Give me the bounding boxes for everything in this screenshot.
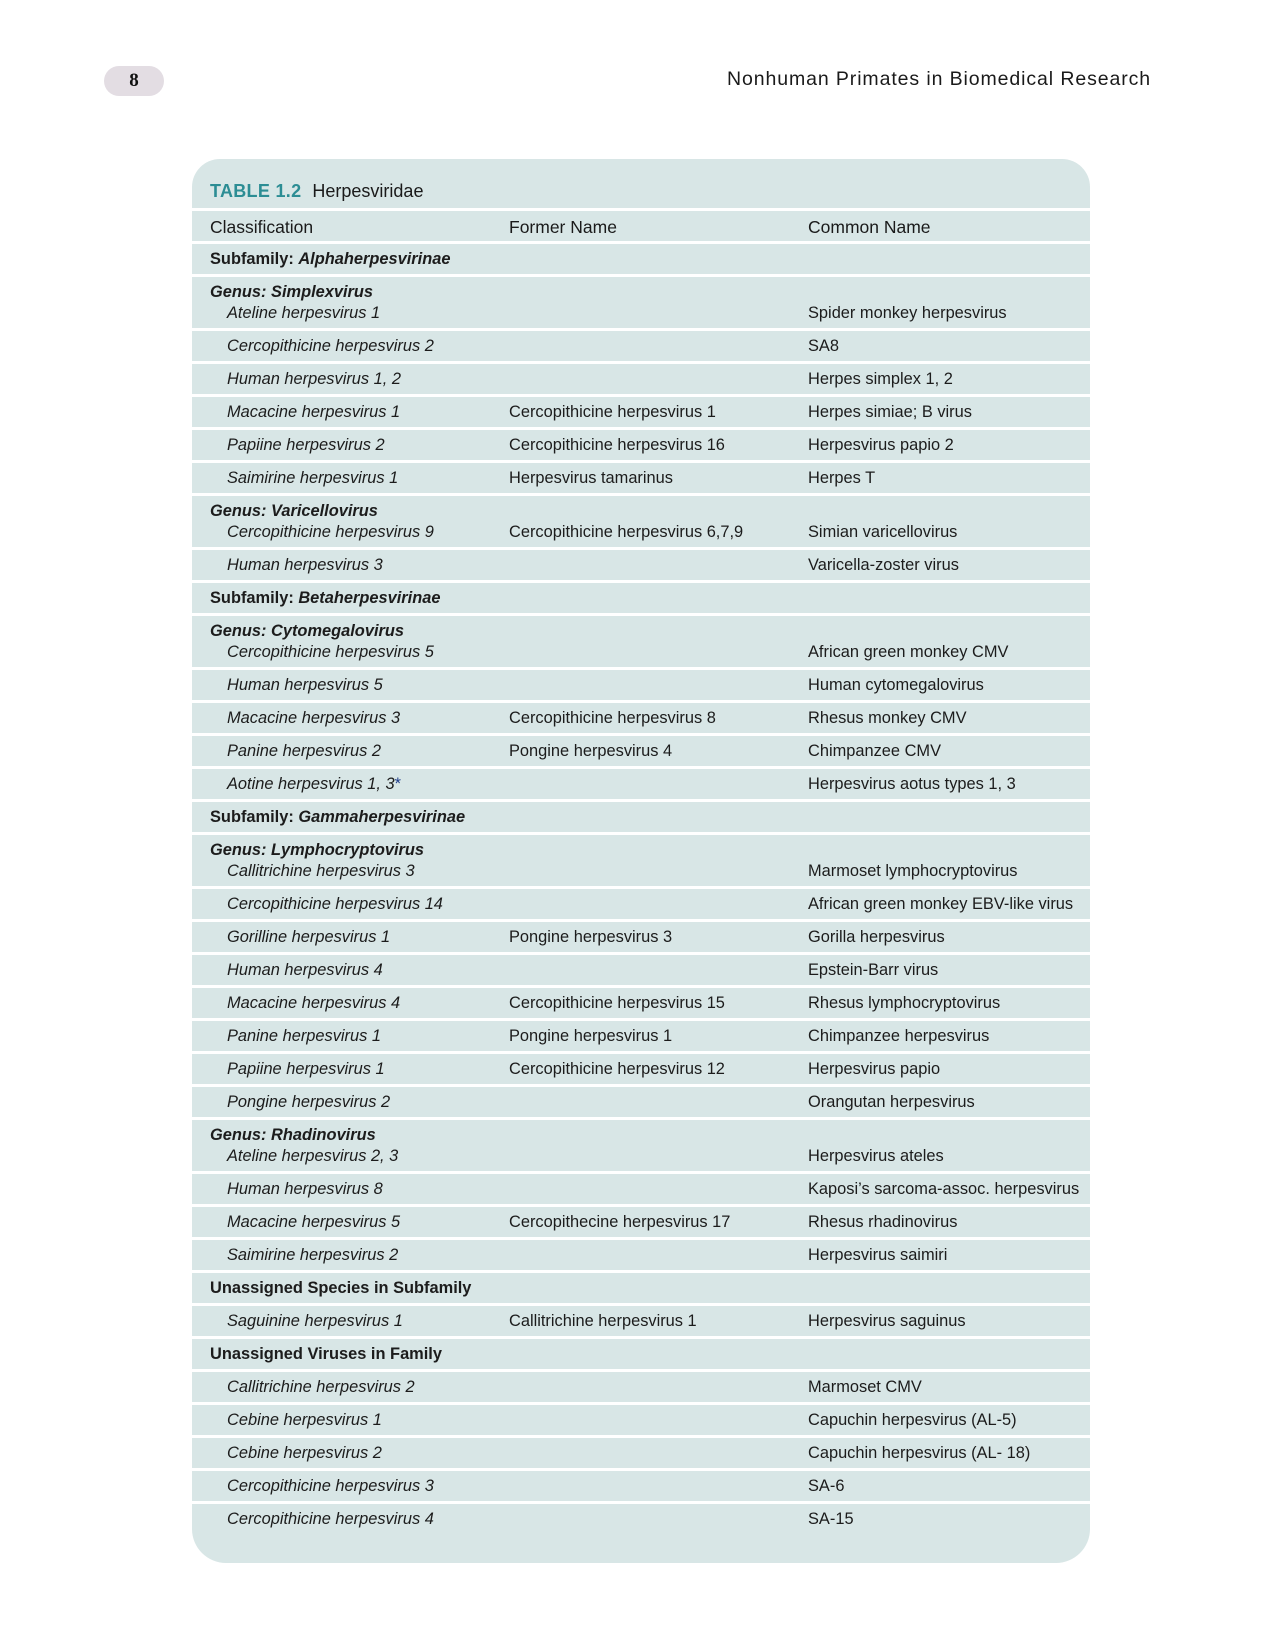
classification-name: Cercopithicine herpesvirus 2 <box>227 337 434 355</box>
table-row <box>192 1237 1090 1270</box>
classification-name: Papiine herpesvirus 1 <box>227 1060 385 1078</box>
running-head: Nonhuman Primates in Biomedical Research <box>726 68 1151 90</box>
common-name-cell: Kaposi’s sarcoma-assoc. herpesvirus <box>808 1180 1080 1198</box>
common-name-cell: Marmoset lymphocryptovirus <box>808 862 1018 880</box>
classification-cell <box>227 1092 390 1112</box>
classification-name: Cercopithicine herpesvirus 4 <box>227 1510 434 1528</box>
common-name-cell: SA-15 <box>808 1510 854 1528</box>
common-name-cell: Rhesus monkey CMV <box>808 709 967 727</box>
common-name-cell: Herpesvirus papio <box>808 1060 941 1078</box>
common-name-cell: Orangutan herpesvirus <box>808 1093 975 1111</box>
former-name-cell: Cercopithicine herpesvirus 6,7,9 <box>509 523 744 541</box>
common-name-cell: Human cytomegalovirus <box>808 676 984 694</box>
subfamily-name: Alphaherpesvirinae <box>298 250 451 268</box>
classification-name: Human herpesvirus 4 <box>227 961 383 979</box>
table-row <box>192 460 1090 493</box>
section-heading <box>210 1344 442 1364</box>
common-name-cell: Herpes simplex 1, 2 <box>808 370 953 388</box>
table-row <box>192 361 1090 394</box>
classification-cell <box>227 1476 434 1496</box>
section-heading-prefix: Subfamily: <box>210 808 299 826</box>
table-data-rows <box>192 241 1090 1534</box>
genus-heading: Genus: Cytomegalovirus <box>210 622 404 640</box>
classification-cell <box>227 303 380 323</box>
table-row <box>192 1204 1090 1237</box>
table-row <box>192 274 1090 328</box>
classification-cell <box>227 1026 381 1046</box>
common-name-cell: African green monkey EBV-like virus <box>808 895 1074 913</box>
table-row <box>192 1084 1090 1117</box>
common-name-cell: Herpesvirus aotus types 1, 3 <box>808 775 1016 793</box>
common-name-cell: Herpes simiae; B virus <box>808 403 972 421</box>
common-name-cell: Herpesvirus ateles <box>808 1147 944 1165</box>
former-name-cell: Pongine herpesvirus 4 <box>509 742 673 760</box>
table-body <box>192 208 1090 1534</box>
classification-name: Human herpesvirus 8 <box>227 1180 383 1198</box>
section-heading <box>210 1278 471 1298</box>
common-name-cell: Marmoset CMV <box>808 1378 922 1396</box>
classification-cell <box>227 468 398 488</box>
common-name-cell: Rhesus lymphocryptovirus <box>808 994 1001 1012</box>
classification-name: Ateline herpesvirus 2, 3 <box>227 1147 399 1165</box>
former-name-cell: Cercopithecine herpesvirus 17 <box>509 1213 731 1231</box>
classification-name: Callitrichine herpesvirus 3 <box>227 862 415 880</box>
table-row <box>192 952 1090 985</box>
table-row <box>192 700 1090 733</box>
classification-cell <box>227 960 383 980</box>
herpesviridae-table <box>192 159 1090 1563</box>
classification-name: Ateline herpesvirus 1 <box>227 304 381 322</box>
table-row <box>192 766 1090 799</box>
classification-cell <box>227 642 434 662</box>
section-row <box>192 241 1090 274</box>
classification-name: Macacine herpesvirus 4 <box>227 994 401 1012</box>
classification-cell <box>227 435 385 455</box>
classification-cell <box>227 1443 382 1463</box>
former-name-cell: Cercopithicine herpesvirus 12 <box>509 1060 725 1078</box>
former-name-cell: Callitrichine herpesvirus 1 <box>509 1312 697 1330</box>
classification-cell <box>227 675 383 695</box>
common-name-cell: SA8 <box>808 337 839 355</box>
common-name-cell: Spider monkey herpesvirus <box>808 304 1007 322</box>
table-row <box>192 1369 1090 1402</box>
common-name-cell: Chimpanzee CMV <box>808 742 941 760</box>
former-name-cell: Cercopithicine herpesvirus 15 <box>509 994 725 1012</box>
classification-name: Gorilline herpesvirus 1 <box>227 928 391 946</box>
classification-cell <box>227 555 383 575</box>
former-name-cell: Pongine herpesvirus 3 <box>509 928 673 946</box>
classification-cell <box>227 1212 400 1232</box>
common-name-cell: Varicella-zoster virus <box>808 556 959 574</box>
former-name-cell: Cercopithicine herpesvirus 16 <box>509 436 725 454</box>
common-name-cell: Herpes T <box>808 469 876 487</box>
common-name-cell: SA-6 <box>808 1477 845 1495</box>
table-caption <box>210 179 423 203</box>
classification-cell <box>227 1059 385 1079</box>
classification-cell <box>227 1509 434 1529</box>
former-name-cell: Cercopithicine herpesvirus 8 <box>509 709 716 727</box>
table-row <box>192 919 1090 952</box>
classification-name: Papiine herpesvirus 2 <box>227 436 385 454</box>
classification-cell <box>227 1311 403 1331</box>
table-row <box>192 1501 1090 1534</box>
classification-cell <box>227 894 443 914</box>
table-row <box>192 1051 1090 1084</box>
classification-name: Saimirine herpesvirus 1 <box>227 469 399 487</box>
section-row <box>192 1336 1090 1369</box>
classification-cell <box>227 993 400 1013</box>
column-header-former-name: Former Name <box>509 217 617 237</box>
section-heading-prefix: Unassigned Viruses in Family <box>210 1345 442 1363</box>
classification-cell <box>227 369 401 389</box>
table-row <box>192 1402 1090 1435</box>
column-header-common-name: Common Name <box>808 217 931 237</box>
table-row <box>192 547 1090 580</box>
classification-name: Human herpesvirus 3 <box>227 556 383 574</box>
classification-cell <box>227 336 434 356</box>
common-name-cell: Capuchin herpesvirus (AL- 18) <box>808 1444 1031 1462</box>
section-heading-prefix: Unassigned Species in Subfamily <box>210 1279 472 1297</box>
classification-cell <box>227 1377 415 1397</box>
table-header-row <box>192 208 1090 241</box>
common-name-cell: Herpesvirus saguinus <box>808 1312 966 1330</box>
table-row <box>192 667 1090 700</box>
genus-heading: Genus: Lymphocryptovirus <box>210 841 425 859</box>
section-heading <box>210 249 450 269</box>
common-name-cell: African green monkey CMV <box>808 643 1009 661</box>
genus-heading: Genus: Rhadinovirus <box>210 1126 376 1144</box>
section-row <box>192 799 1090 832</box>
common-name-cell: Gorilla herpesvirus <box>808 928 945 946</box>
classification-cell <box>227 1179 383 1199</box>
section-heading <box>210 588 440 608</box>
common-name-cell: Chimpanzee herpesvirus <box>808 1027 990 1045</box>
common-name-cell: Herpesvirus papio 2 <box>808 436 954 454</box>
table-row <box>192 328 1090 361</box>
table-row <box>192 832 1090 886</box>
table-row <box>192 493 1090 547</box>
table-row <box>192 613 1090 667</box>
footnote-marker: * <box>394 775 402 793</box>
classification-cell <box>227 1245 398 1265</box>
classification-cell <box>227 861 415 881</box>
table-row <box>192 427 1090 460</box>
former-name-cell: Herpesvirus tamarinus <box>509 469 673 487</box>
classification-cell <box>227 522 434 542</box>
column-header-classification: Classification <box>210 217 314 237</box>
classification-name: Saguinine herpesvirus 1 <box>227 1312 403 1330</box>
table-row <box>192 1171 1090 1204</box>
classification-cell <box>227 741 381 761</box>
classification-name: Human herpesvirus 5 <box>227 676 383 694</box>
section-heading-prefix: Subfamily: <box>210 589 299 607</box>
table-row <box>192 886 1090 919</box>
table-row <box>192 1468 1090 1501</box>
table-row <box>192 1018 1090 1051</box>
classification-name: Cercopithicine herpesvirus 3 <box>227 1477 434 1495</box>
classification-name: Cebine herpesvirus 2 <box>227 1444 382 1462</box>
table-label: TABLE 1.2 <box>210 181 302 201</box>
classification-name: Callitrichine herpesvirus 2 <box>227 1378 415 1396</box>
genus-heading: Genus: Varicellovirus <box>210 502 378 520</box>
table-row <box>192 1117 1090 1171</box>
former-name-cell: Pongine herpesvirus 1 <box>509 1027 673 1045</box>
classification-name: Aotine herpesvirus 1, 3 <box>227 775 395 793</box>
classification-name: Cercopithicine herpesvirus 9 <box>227 523 434 541</box>
classification-cell <box>227 927 390 947</box>
classification-cell <box>227 1146 398 1166</box>
classification-name: Saimirine herpesvirus 2 <box>227 1246 399 1264</box>
section-row <box>192 1270 1090 1303</box>
common-name-cell: Rhesus rhadinovirus <box>808 1213 958 1231</box>
genus-heading: Genus: Simplexvirus <box>210 283 374 301</box>
classification-cell <box>227 774 401 794</box>
classification-name: Cercopithicine herpesvirus 14 <box>227 895 443 913</box>
table-title: Herpesviridae <box>312 181 424 201</box>
classification-name: Human herpesvirus 1, 2 <box>227 370 402 388</box>
classification-name: Panine herpesvirus 2 <box>227 742 381 760</box>
classification-name: Macacine herpesvirus 5 <box>227 1213 401 1231</box>
classification-name: Cebine herpesvirus 1 <box>227 1411 382 1429</box>
classification-name: Macacine herpesvirus 3 <box>227 709 401 727</box>
classification-cell <box>227 708 400 728</box>
classification-name: Panine herpesvirus 1 <box>227 1027 381 1045</box>
table-row <box>192 733 1090 766</box>
common-name-cell: Capuchin herpesvirus (AL-5) <box>808 1411 1017 1429</box>
section-heading-prefix: Subfamily: <box>210 250 299 268</box>
table-row <box>192 1303 1090 1336</box>
common-name-cell: Simian varicellovirus <box>808 523 958 541</box>
table-row <box>192 1435 1090 1468</box>
classification-cell <box>227 1410 382 1430</box>
page-number: 8 <box>104 66 164 96</box>
classification-cell <box>227 402 400 422</box>
subfamily-name: Betaherpesvirinae <box>298 589 441 607</box>
section-heading <box>210 807 465 827</box>
classification-name: Macacine herpesvirus 1 <box>227 403 401 421</box>
table-row <box>192 985 1090 1018</box>
table-row <box>192 394 1090 427</box>
classification-name: Cercopithicine herpesvirus 5 <box>227 643 434 661</box>
common-name-cell: Herpesvirus saimiri <box>808 1246 948 1264</box>
common-name-cell: Epstein-Barr virus <box>808 961 939 979</box>
former-name-cell: Cercopithicine herpesvirus 1 <box>509 403 716 421</box>
section-row <box>192 580 1090 613</box>
classification-name: Pongine herpesvirus 2 <box>227 1093 391 1111</box>
subfamily-name: Gammaherpesvirinae <box>298 808 466 826</box>
